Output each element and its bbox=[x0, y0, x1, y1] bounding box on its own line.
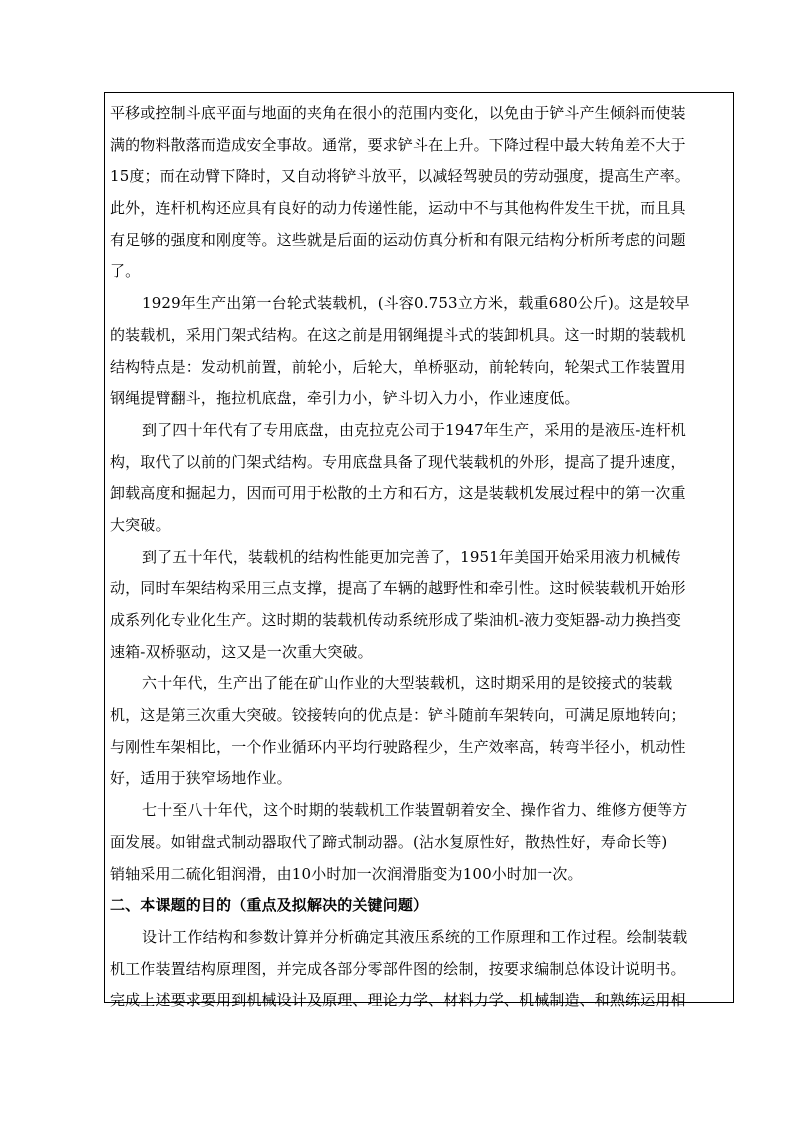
text-line: 的装载机，采用门架式结构。在这之前是用钢绳提斗式的装卸机具。这一时期的装载机 bbox=[110, 325, 686, 344]
text-line: 有足够的强度和刚度等。这些就是后面的运动仿真分析和有限元结构分析所考虑的问题 bbox=[110, 230, 686, 249]
text-line: 到了四十年代有了专用底盘，由克拉克公司于1947年生产，采用的是液压-连杆机 bbox=[142, 420, 686, 439]
text-line: 构，取代了以前的门架式结构。专用底盘具备了现代装载机的外形，提高了提升速度， bbox=[110, 452, 686, 471]
text-line: 六十年代，生产出了能在矿山作业的大型装载机，这时期采用的是铰接式的装载 bbox=[142, 674, 673, 693]
text-line: 速箱-双桥驱动，这又是一次重大突破。 bbox=[110, 642, 373, 661]
text-line: 1929年生产出第一台轮式装载机，(斗容0.753立方米，载重680公斤)。这是较早 bbox=[142, 294, 690, 313]
section-heading: 二、本课题的目的（重点及拟解决的关键问题） bbox=[110, 896, 429, 915]
text-line: 大突破。 bbox=[110, 515, 171, 534]
text-line: 钢绳提臂翻斗，拖拉机底盘，牵引力小，铲斗切入力小，作业速度低。 bbox=[110, 389, 580, 408]
text-line: 七十至八十年代，这个时期的装载机工作装置朝着安全、操作省力、维修方便等方 bbox=[142, 801, 688, 820]
text-line: 好，适用于狭窄场地作业。 bbox=[110, 769, 292, 788]
text-line: 机工作装置结构原理图，并完成各部分零部件图的绘制，按要求编制总体设计说明书。 bbox=[110, 959, 686, 978]
text-line: 动，同时车架结构采用三点支撑，提高了车辆的越野性和牵引性。这时候装载机开始形 bbox=[110, 579, 686, 598]
text-line: 了。 bbox=[110, 262, 141, 281]
text-line: 此外，连杆机构还应具有良好的动力传递性能，运动中不与其他构件发生干扰，而且具 bbox=[110, 199, 686, 218]
text-line: 销轴采用二硫化钼润滑，由10小时加一次润滑脂变为100小时加一次。 bbox=[110, 864, 583, 883]
text-line: 满的物料散落而造成安全事故。通常，要求铲斗在上升。下降过程中最大转角差不大于 bbox=[110, 135, 686, 154]
text-line: 结构特点是：发动机前置，前轮小，后轮大，单桥驱动，前轮转向，轮架式工作装置用 bbox=[110, 357, 686, 376]
text-line: 与刚性车架相比，一个作业循环内平均行驶路程少，生产效率高，转弯半径小，机动性 bbox=[110, 737, 686, 756]
text-line: 成系列化专业化生产。这时期的装载机传动系统形成了柴油机-液力变矩器-动力换挡变 bbox=[110, 611, 681, 629]
document-body bbox=[110, 98, 730, 1017]
text-line: 平移或控制斗底平面与地面的夹角在很小的范围内变化，以免由于铲斗产生倾斜而使装 bbox=[110, 104, 686, 122]
text-line: 完成上述要求要用到机械设计及原理、理论力学、材料力学、机械制造、和熟练运用相 bbox=[110, 991, 686, 1010]
text-line: 15度；而在动臂下降时，又自动将铲斗放平，以减轻驾驶员的劳动强度，提高生产率。 bbox=[110, 167, 690, 186]
text-line: 卸载高度和掘起力，因而可用于松散的土方和石方，这是装载机发展过程中的第一次重 bbox=[110, 484, 686, 503]
text-line: 设计工作结构和参数计算并分析确定其液压系统的工作原理和工作过程。绘制装载 bbox=[142, 927, 688, 946]
text-line: 到了五十年代，装载机的结构性能更加完善了，1951年美国开始采用液力机械传 bbox=[142, 547, 681, 566]
text-line: 面发展。如钳盘式制动器取代了蹄式制动器。(沾水复原性好，散热性好，寿命长等) bbox=[110, 832, 668, 851]
text-line: 机，这是第三次重大突破。铰接转向的优点是：铲斗随前车架转向，可满足原地转向； bbox=[110, 706, 686, 725]
